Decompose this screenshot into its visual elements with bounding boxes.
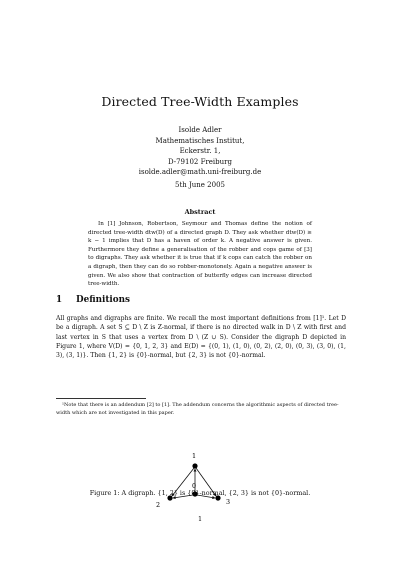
node-label-3: 3 (226, 498, 231, 506)
node-label-2: 2 (156, 501, 161, 509)
section-body-text: All graphs and digraphs are finite. We recall the most important definitions from [1]¹. Let D be a digraph. A set S ⊆ D \ Z is Z-normal, if there is no directed walk in D \ Z with first and last vertex in S that uses a vertex from D \ (Z ∪ S). Consider the digraph D depicted in Figure 1, where V(D) = {0, 1, 2, 3} and E(D) = {(0, 1), (1, 0), (0, 2), (2, 0), (0, 3), (3, 0), (1, 3), (3, 1)}. Then {1, 2} is {0}-normal, but {2, 3} is not {0}-normal. (56, 315, 346, 360)
author-block (0, 125, 400, 178)
node-label-1: 1 (192, 452, 197, 460)
paper-date: 5th June 2005 (174, 181, 225, 189)
author-city: D-79102 Freiburg (167, 157, 232, 166)
author-street: Eckerstr. 1, (179, 147, 221, 156)
digraph-figure (140, 452, 250, 522)
section-number: 1 (56, 295, 63, 305)
abstract-heading: Abstract (184, 208, 216, 216)
author-name: Isolde Adler (178, 126, 222, 134)
node-1 (192, 463, 197, 468)
author-email[interactable]: isolde.adler@math.uni-freiburg.de (138, 168, 262, 177)
section-heading (56, 295, 130, 305)
section-title: Definitions (76, 295, 130, 305)
abstract-text: In [1] Johnson, Robertson, Seymour and Thomas define the notion of directed tree-width dtw(D) of a directed graph D. They ask whether dtw(D) ≥ k − 1 implies that D has a haven of order k. A negative answer is given. Furthermore they define a generalisation of the robber and cops game of [3] to digraphs. They ask whether it is true that if k cops can catch the robber on a digraph, then they can do so robber-monotonely. Again a negative answer is given. We also show that contraction of butterfly edges can increase directed tree-width. (88, 221, 312, 288)
page-number: 1 (197, 515, 203, 523)
paper-title: Directed Tree-Width Examples (101, 94, 299, 109)
figure-caption: Figure 1: A digraph. {1, 2} is {0}-normal, {2, 3} is not {0}-normal. (89, 489, 311, 497)
node-label-0: 0 (192, 482, 197, 490)
author-affiliation: Mathematisches Institut, (155, 136, 245, 145)
footnote-text: ¹Note that there is an addendum [2] to [1]. The addendum concerns the algorithmic aspects of directed tree-width which are not investigated in this paper. (56, 402, 339, 416)
footnote-rule (56, 398, 146, 399)
